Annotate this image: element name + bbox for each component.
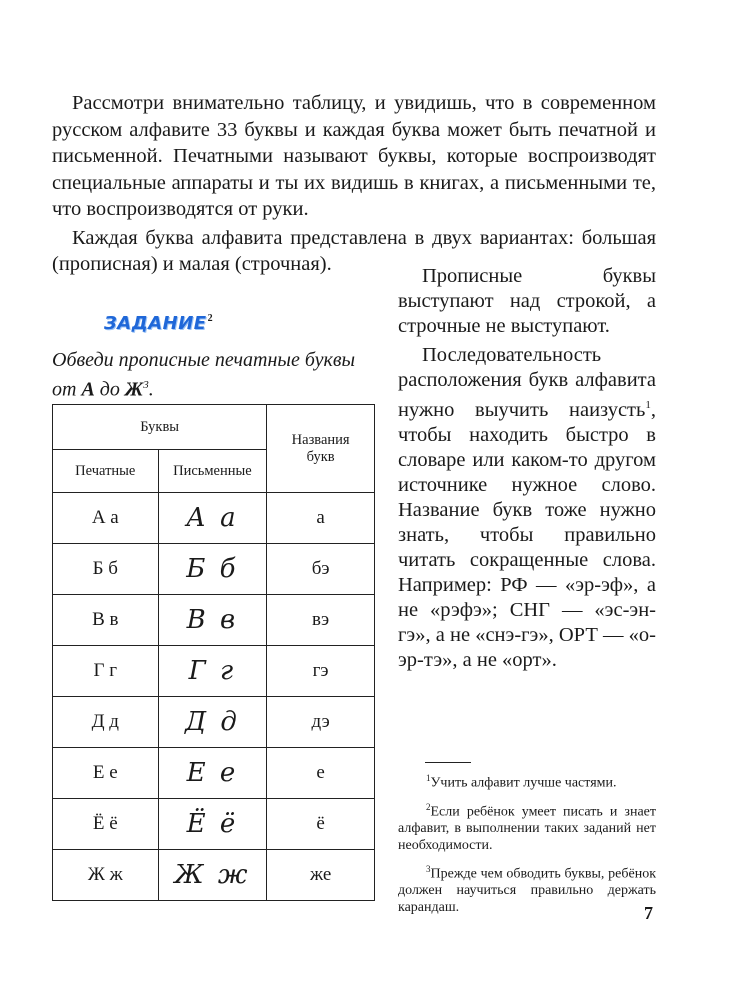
footnote-number: 2 bbox=[426, 802, 431, 813]
footnote-1 bbox=[398, 770, 656, 792]
page-number: 7 bbox=[644, 903, 653, 923]
right-paragraph-2-part: Последовательность расположения букв алфавита нужно выучить наизусть bbox=[398, 344, 656, 421]
task-footnote-ref: 3 bbox=[143, 379, 149, 391]
written-letters: Е е bbox=[158, 748, 267, 799]
header-letters: Буквы bbox=[53, 405, 267, 450]
footnote-2 bbox=[398, 799, 656, 854]
alphabet-table bbox=[52, 404, 375, 901]
task-label-footnote-ref: 2 bbox=[207, 313, 214, 324]
footnote-text: Если ребёнок умеет писать и знает алфавит, в выполнении таких заданий нет необходимости. bbox=[398, 804, 656, 853]
written-letters: Б б bbox=[158, 544, 267, 595]
header-written: Письменные bbox=[158, 450, 267, 493]
header-names: Названия букв bbox=[267, 405, 375, 493]
footnote-3 bbox=[398, 861, 656, 916]
printed-letters: Ж ж bbox=[53, 850, 159, 901]
printed-letters: Б б bbox=[53, 544, 159, 595]
written-letters: Ё ё bbox=[158, 799, 267, 850]
printed-letters: Ё ё bbox=[53, 799, 159, 850]
task-heading bbox=[104, 313, 213, 334]
right-column-text bbox=[398, 264, 656, 673]
intro-paragraph-2: Каждая буква алфавита представлена в двух вариантах: большая (прописная) и малая (строчная). bbox=[52, 226, 656, 275]
letter-name: бэ bbox=[267, 544, 375, 595]
task-text-part: Обведи прописные печатные буквы от bbox=[52, 349, 356, 401]
table-row bbox=[53, 493, 375, 544]
letter-name: ё bbox=[267, 799, 375, 850]
footnote-text: Учить алфавит лучше частями. bbox=[430, 775, 617, 791]
table-row bbox=[53, 646, 375, 697]
table-row bbox=[53, 595, 375, 646]
table-row bbox=[53, 748, 375, 799]
task-text-part: . bbox=[148, 378, 154, 401]
header-printed: Печатные bbox=[53, 450, 159, 493]
intro-paragraph-1: Рассмотри внимательно таблицу, и увидишь, что в современном русском алфавите 33 буквы и каждая буква может быть печатной и письменной. Печатными называют буквы, которые воспроизводят специальные аппараты и ты их видишь в книгах, а письменными те, что воспроизводятся от руки. bbox=[52, 92, 656, 220]
intro-text bbox=[52, 90, 656, 278]
printed-letters: Д д bbox=[53, 697, 159, 748]
table-row bbox=[53, 850, 375, 901]
letter-name: е bbox=[267, 748, 375, 799]
written-letters: Д д bbox=[158, 697, 267, 748]
task-text-part: до bbox=[94, 378, 125, 401]
printed-letters: А а bbox=[53, 493, 159, 544]
task-letter-to: Ж bbox=[124, 378, 144, 401]
footnotes bbox=[398, 770, 656, 923]
letter-name: гэ bbox=[267, 646, 375, 697]
printed-letters: Е е bbox=[53, 748, 159, 799]
footnote-divider bbox=[425, 762, 471, 763]
written-letters: А а bbox=[158, 493, 267, 544]
letter-name: а bbox=[267, 493, 375, 544]
printed-letters: В в bbox=[53, 595, 159, 646]
written-letters: Г г bbox=[158, 646, 267, 697]
written-letters: В в bbox=[158, 595, 267, 646]
right-paragraph-2-part: , чтобы находить быстро в словаре или каком-то другом источнике нужное слово. Название букв тоже нужно знать, чтобы правильно читать сокращенные слова. Например: РФ — «эр-эф», а не «рэфэ»; СНГ — «эс-эн-гэ», а не «снэ-гэ», ОРТ — «о-эр-тэ», а не «орт». bbox=[398, 398, 656, 671]
right-paragraph-2 bbox=[398, 343, 656, 673]
table-row bbox=[53, 697, 375, 748]
written-letters: Ж ж bbox=[158, 850, 267, 901]
table-row bbox=[53, 544, 375, 595]
letter-name: же bbox=[267, 850, 375, 901]
task-letter-from: А bbox=[81, 378, 95, 401]
task-label: ЗАДАНИЕ bbox=[104, 313, 207, 334]
letter-name: дэ bbox=[267, 697, 375, 748]
footnote-text: Прежде чем обводить буквы, ребёнок должен научиться правильно держать карандаш. bbox=[398, 866, 656, 915]
table-row bbox=[53, 799, 375, 850]
footnote-number: 3 bbox=[426, 864, 431, 875]
task-instruction bbox=[52, 348, 382, 403]
footnote-ref-1: 1 bbox=[645, 399, 651, 411]
letter-name: вэ bbox=[267, 595, 375, 646]
printed-letters: Г г bbox=[53, 646, 159, 697]
table-header-row bbox=[53, 405, 375, 450]
right-paragraph-1: Прописные буквы выступают над строкой, а строчные не выступают. bbox=[398, 265, 656, 337]
footnote-number: 1 bbox=[426, 773, 431, 783]
